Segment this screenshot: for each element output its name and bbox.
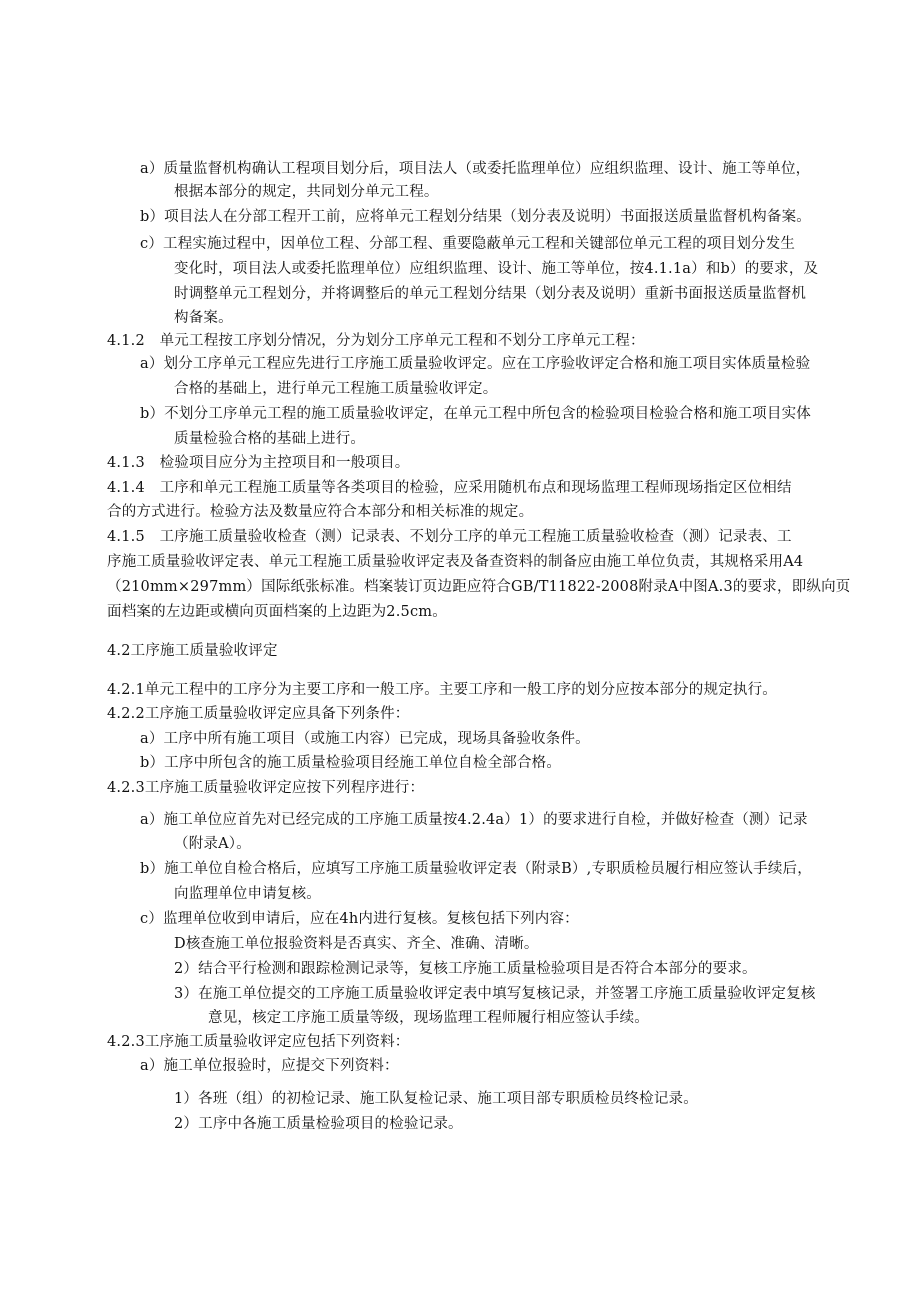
- clause-4-2-2: 4.2.2工序施工质量验收评定应具备下列条件：: [107, 706, 410, 722]
- clause-4-2-1: 4.2.1单元工程中的工序分为主要工序和一般工序。主要工序和一般工序的划分应按本部分的规定执行。: [107, 682, 777, 698]
- text-line: a）施工单位报验时，应提交下列资料：: [140, 1058, 399, 1074]
- text-line: 面档案的左边距或横向页面档案的上边距为2.5cm。: [107, 604, 447, 620]
- text-line: D核查施工单位报验资料是否真实、齐全、准确、清晰。: [174, 936, 539, 952]
- text-line: a）施工单位应首先对已经完成的工序施工质量按4.2.4a）1）的要求进行自检，并做好检查（测）记录: [140, 812, 808, 828]
- text-line: a）质量监督机构确认工程项目划分后，项目法人（或委托监理单位）应组织监理、设计、施工等单位，: [140, 161, 811, 177]
- text-line: 时调整单元工程划分，并将调整后的单元工程划分结果（划分表及说明）重新书面报送质量监督机: [174, 286, 807, 302]
- clause-4-2-3: 4.2.3工序施工质量验收评定应按下列程序进行：: [107, 780, 425, 796]
- text-line: a）划分工序单元工程应先进行工序施工质量验收评定。应在工序验收评定合格和施工项目实体质量检验: [140, 356, 811, 372]
- clause-4-1-2: 4.1.2 单元工程按工序划分情况，分为划分工序单元工程和不划分工序单元工程：: [107, 333, 645, 349]
- text-line: b）项目法人在分部工程开工前，应将单元工程划分结果（划分表及说明）书面报送质量监督机构备案。: [140, 209, 811, 225]
- text-line: 意见，核定工序施工质量等级，现场监理工程师履行相应签认手续。: [208, 1010, 649, 1026]
- clause-4-1-5: 4.1.5 工序施工质量验收检查（测）记录表、不划分工序的单元工程施工质量验收检查（测）记录表、工: [107, 529, 792, 545]
- section-heading-4-2: 4.2工序施工质量验收评定: [107, 643, 278, 659]
- text-line: c）工程实施过程中，因单位工程、分部工程、重要隐蔽单元工程和关键部位单元工程的项目划分发生: [140, 236, 796, 252]
- text-line: 3）在施工单位提交的工序施工质量验收评定表中填写复核记录，并签署工序施工质量验收评定复核: [174, 986, 816, 1002]
- text-line: 质量检验合格的基础上进行。: [174, 431, 366, 447]
- clause-4-2-3-materials: 4.2.3工序施工质量验收评定应包括下列资料：: [107, 1034, 410, 1050]
- text-line: a）工序中所有施工项目（或施工内容）已完成，现场具备验收条件。: [140, 731, 590, 747]
- text-line: 1）各班（组）的初检记录、施工队复检记录、施工项目部专职质检员终检记录。: [174, 1091, 698, 1107]
- text-line: 变化时，项目法人或委托监理单位）应组织监理、设计、施工等单位，按4.1.1a）和b）的要求，及: [174, 261, 819, 277]
- text-line: b）施工单位自检合格后，应填写工序施工质量验收评定表（附录B）,专职质检员履行相应签认手续后，: [140, 861, 812, 877]
- text-line: 根据本部分的规定，共同划分单元工程。: [174, 184, 439, 200]
- clause-4-1-3: 4.1.3 检验项目应分为主控项目和一般项目。: [107, 455, 410, 471]
- text-line: 合的方式进行。检验方法及数量应符合本部分和相关标准的规定。: [107, 504, 534, 520]
- text-line: 2）结合平行检测和跟踪检测记录等，复核工序施工质量检验项目是否符合本部分的要求。: [174, 961, 757, 977]
- text-line: 构备案。: [174, 310, 233, 326]
- text-line: （210mm×297mm）国际纸张标准。档案装订页边距应符合GB/T11822-2008附录A中图A.3的要求，即纵向页: [107, 579, 851, 595]
- text-line: b）工序中所包含的施工质量检验项目经施工单位自检全部合格。: [140, 755, 562, 771]
- text-line: 序施工质量验收评定表、单元工程施工质量验收评定表及备查资料的制备应由施工单位负责，其规格采用A4: [107, 554, 804, 570]
- text-line: c）监理单位收到申请后，应在4h内进行复核。复核包括下列内容：: [140, 911, 579, 927]
- text-line: 2）工序中各施工质量检验项目的检验记录。: [174, 1116, 463, 1132]
- text-line: 向监理单位申请复核。: [174, 886, 321, 902]
- clause-4-1-4: 4.1.4 工序和单元工程施工质量等各类项目的检验，应采用随机布点和现场监理工程师现场指定区位相结: [107, 480, 792, 496]
- text-line: （附录A）。: [174, 836, 251, 852]
- text-line: b）不划分工序单元工程的施工质量验收评定，在单元工程中所包含的检验项目检验合格和施工项目实体: [140, 406, 811, 422]
- text-line: 合格的基础上，进行单元工程施工质量验收评定。: [174, 381, 498, 397]
